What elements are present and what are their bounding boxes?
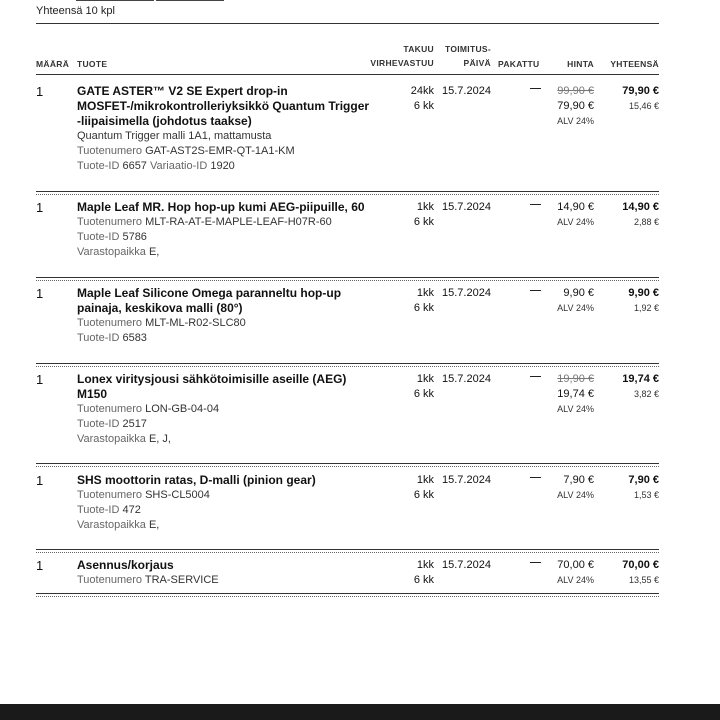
item-ids: Tuote-ID 2517 (77, 418, 147, 430)
item-packed-mark (530, 376, 541, 377)
item-delivery: 15.7.2024 (442, 287, 491, 299)
item-price: 70,00 € ALV 24% (557, 559, 594, 585)
item-delivery: 15.7.2024 (442, 85, 491, 97)
item-price: 99,90 € 79,90 € ALV 24% (557, 85, 594, 126)
header-warranty: TAKUU VIRHEVASTUU (370, 44, 434, 68)
item-total: 79,90 € 15,46 € (622, 85, 659, 111)
item-warranty: 1kk 6 kk (413, 287, 434, 314)
item-warranty: 24kk 6 kk (410, 85, 434, 112)
row-divider (36, 463, 659, 467)
row-divider (36, 277, 659, 281)
item-price: 19,90 € 19,74 € ALV 24% (557, 373, 594, 414)
item-sku: Tuotenumero LON-GB-04-04 (77, 403, 220, 415)
item-ids: Tuote-ID 5786 (77, 231, 147, 243)
header-product: TUOTE (77, 59, 108, 69)
header-price: HINTA (567, 59, 594, 69)
item-qty: 1 (36, 84, 44, 99)
item-total: 7,90 € 1,53 € (628, 474, 659, 500)
row-divider (36, 191, 659, 195)
header-packed: PAKATTU (498, 59, 540, 69)
item-delivery: 15.7.2024 (442, 373, 491, 385)
footer-bar (0, 704, 720, 720)
item-stock: Varastopaikka E, (77, 519, 160, 531)
item-qty: 1 (36, 372, 44, 387)
item-stock: Varastopaikka E, (77, 246, 160, 258)
item-stock: Varastopaikka E, J, (77, 433, 171, 445)
item-price: 7,90 € ALV 24% (557, 474, 594, 500)
item-name: Maple Leaf Silicone Omega paranneltu hop-up painaja, keskikova malli (80°) (77, 286, 342, 315)
item-ids: Tuote-ID 472 (77, 504, 141, 516)
item-packed-mark (530, 477, 541, 478)
item-sku: Tuotenumero MLT-RA-AT-E-MAPLE-LEAF-H07R-60 (77, 216, 332, 228)
item-packed-mark (530, 88, 541, 89)
item-warranty: 1kk 6 kk (413, 559, 434, 586)
item-sku: Tuotenumero SHS-CL5004 (77, 489, 210, 501)
item-qty: 1 (36, 558, 44, 573)
item-qty: 1 (36, 200, 44, 215)
row-divider (36, 549, 659, 553)
item-total: 19,74 € 3,82 € (622, 373, 659, 399)
item-name: Asennus/korjaus (77, 558, 174, 572)
header-total: YHTEENSÄ (610, 59, 659, 69)
item-warranty: 1kk 6 kk (413, 373, 434, 400)
item-packed-mark (530, 562, 541, 563)
item-warranty: 1kk 6 kk (413, 474, 434, 501)
top-underlines (36, 0, 226, 2)
header-qty: MÄÄRÄ (36, 59, 70, 69)
item-ids: Tuote-ID 6657 Variaatio-ID 1920 (77, 160, 235, 172)
item-packed-mark (530, 204, 541, 205)
item-sku: Tuotenumero GAT-AST2S-EMR-QT-1A1-KM (77, 145, 295, 157)
header-top-rule (36, 23, 659, 24)
item-variant: Quantum Trigger malli 1A1, mattamusta (77, 130, 272, 142)
item-name: Maple Leaf MR. Hop hop-up kumi AEG-piipuille, 60 (77, 200, 365, 214)
item-delivery: 15.7.2024 (442, 559, 491, 571)
table-bottom-rule (36, 593, 659, 597)
item-name: Lonex viritysjousi sähkötoimisille aseille (AEG) M150 (77, 372, 347, 401)
header-delivery: TOIMITUS- PÄIVÄ (445, 44, 491, 68)
item-sku: Tuotenumero TRA-SERVICE (77, 574, 219, 586)
item-delivery: 15.7.2024 (442, 201, 491, 213)
header-bottom-rule (36, 74, 659, 75)
item-ids: Tuote-ID 6583 (77, 332, 147, 344)
item-delivery: 15.7.2024 (442, 474, 491, 486)
item-qty: 1 (36, 473, 44, 488)
quantity-summary: Yhteensä 10 kpl (36, 5, 115, 17)
item-total: 9,90 € 1,92 € (628, 287, 659, 313)
item-packed-mark (530, 290, 541, 291)
item-sku: Tuotenumero MLT-ML-R02-SLC80 (77, 317, 246, 329)
item-qty: 1 (36, 286, 44, 301)
item-warranty: 1kk 6 kk (413, 201, 434, 228)
item-price: 14,90 € ALV 24% (557, 201, 594, 227)
row-divider (36, 363, 659, 367)
item-price: 9,90 € ALV 24% (557, 287, 594, 313)
item-name: GATE ASTER™ V2 SE Expert drop-in MOSFET-/mikrokontrolleriyksikkö Quantum Trigger -liipaisimella (johdotus taakse) (77, 84, 370, 128)
item-name: SHS moottorin ratas, D-malli (pinion gear) (77, 473, 316, 487)
item-total: 70,00 € 13,55 € (622, 559, 659, 585)
item-total: 14,90 € 2,88 € (622, 201, 659, 227)
